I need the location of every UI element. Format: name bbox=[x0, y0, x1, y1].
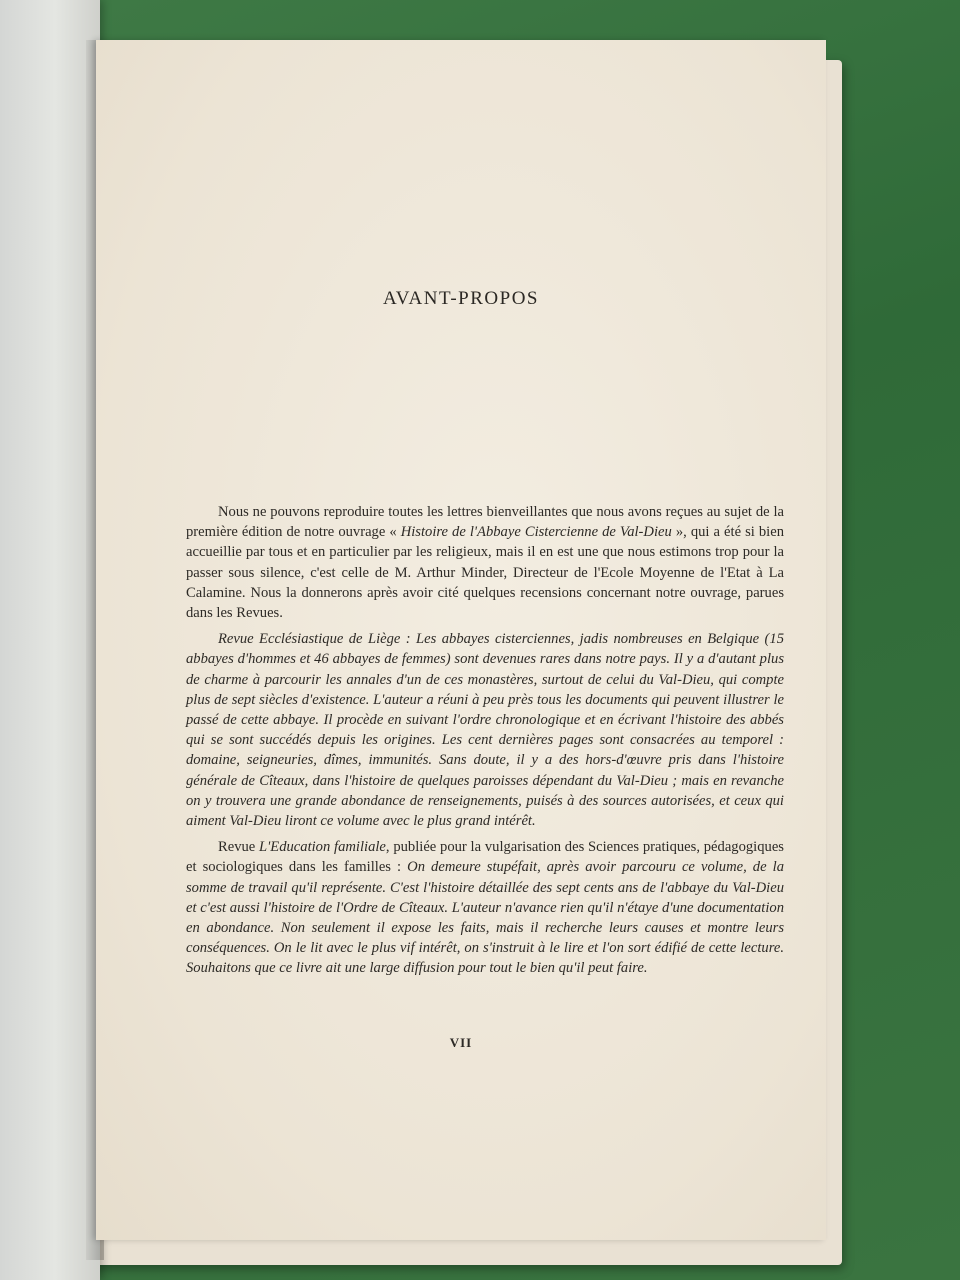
page-number: VII bbox=[449, 1035, 473, 1050]
paragraph-intro: Nous ne pouvons reproduire toutes les lettres bienveillantes que nous avons reçues au sujet de la première édition de notre ouvrage « Histoire de l'Abbaye Cistercienne de Val-Dieu », qui a été si bien accueillie par tous et en particulier par les religieux, mais il en est une que nous estimons trop pour la passer sous silence, c'est celle de M. Arthur Minder, Directeur de l'Ecole Moyenne de l'Etat à La Calamine. Nous la donnerons après avoir cité quelques recensions concernant notre ouvrage, parues dans les Revues. bbox=[186, 504, 784, 622]
paragraph-review-liege: Revue Ecclésiastique de Liège : Les abbayes cisterciennes, jadis nombreuses en Belgique (15 abbayes d'hommes et 46 abbayes de femmes) sont devenues rares dans notre pays. Il y a d'autant plus de charme à parcourir les annales d'un de ces monastères, surtout de celui du Val-Dieu, qui compte plus de sept siècles d'existence. L'auteur a réuni à peu près tous les documents qui peuvent illustrer le passé de cette abbaye. Il procède en suivant l'ordre chronologique et en écrivant l'histoire des abbés qui se sont succédés depuis les origines. Les cent dernières pages sont consacrées au temporel : domaine, seigneuries, dîmes, immunités. Sans doute, il y a des hors-d'œuvre pris dans l'histoire générale de Cîteaux, dans l'histoire de quelques paroisses dépendant du Val-Dieu ; mais en revanche on y trouvera une grande abondance de renseignements, puisés à des sources autorisées, et ceux qui aiment Val-Dieu liront ce volume avec le plus grand intérêt. bbox=[186, 631, 784, 830]
paragraph-review-education: Revue L'Education familiale, publiée pour la vulgarisation des Sciences pratiques, pédagogiques et sociologiques dans les familles : On demeure stupéfait, après avoir parcouru ce volume, de la somme de travail qu'il représente. C'est l'histoire détaillée des sept cents ans de l'abbaye du Val-Dieu et c'est aussi l'histoire de l'Ordre de Cîteaux. L'auteur n'avance rien qu'il n'étaye d'une documentation en abondance. Non seulement il expose les faits, mais il recherche leurs causes et montre leurs conséquences. On le lit avec le plus vif intérêt, on s'instruit à le lire et l'on sort édifié de cette lecture. Souhaitons que ce livre ait une large diffusion pour tout le bien qu'il peut faire. bbox=[186, 839, 784, 977]
book-title-italic: Histoire de l'Abbaye Cistercienne de Val-Dieu bbox=[400, 524, 672, 541]
page-title: AVANT-PROPOS bbox=[383, 288, 539, 309]
left-page bbox=[0, 0, 100, 1280]
body-text bbox=[186, 502, 784, 985]
journal-title-italic: L'Education familiale bbox=[259, 839, 386, 856]
book-page bbox=[96, 40, 826, 1240]
